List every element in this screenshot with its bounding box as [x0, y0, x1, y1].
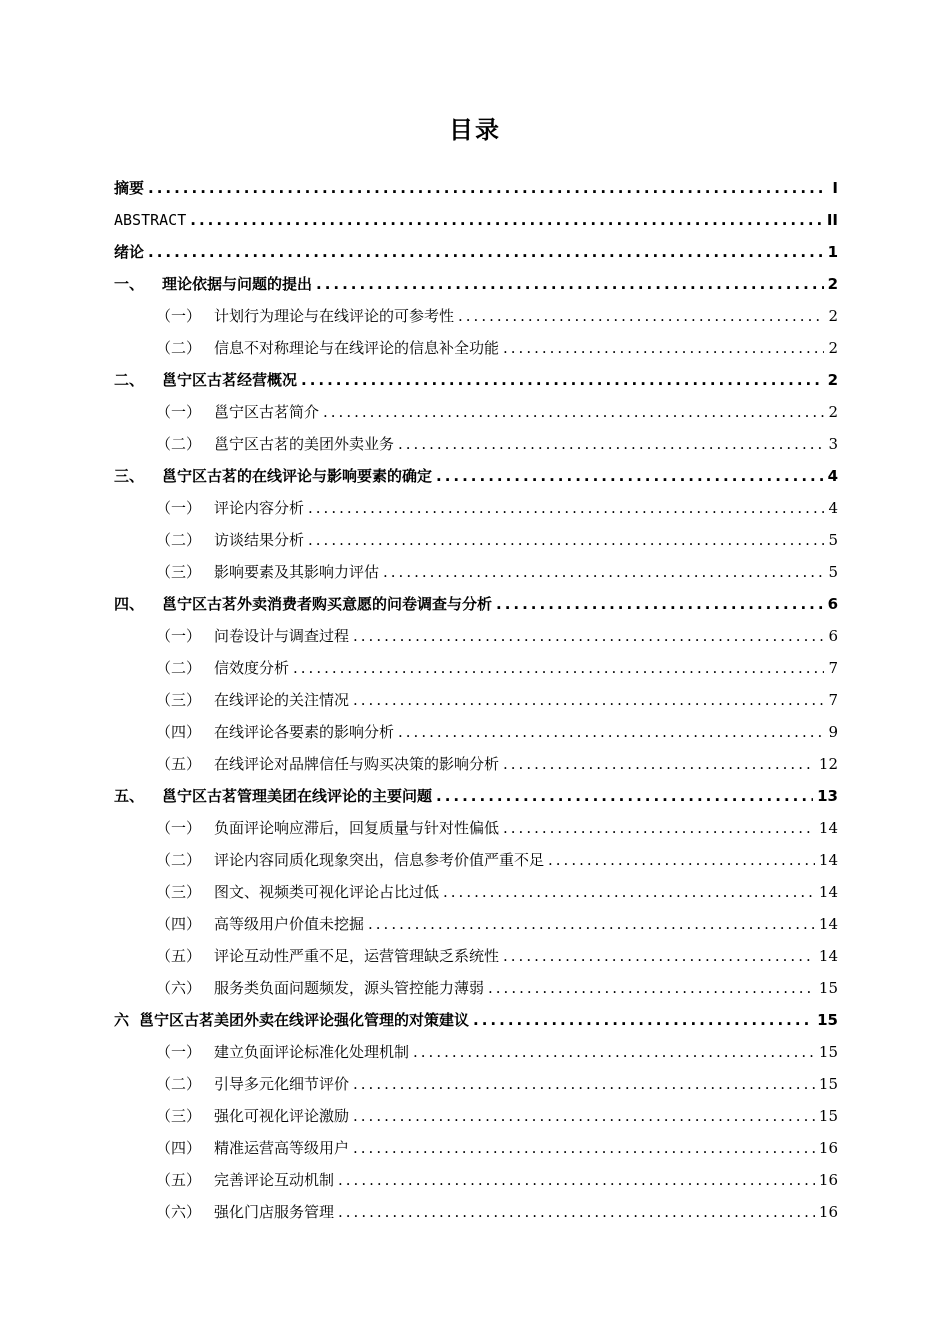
toc-entry-title: 问卷设计与调查过程 [214, 627, 350, 645]
toc-entry-number: （二） [156, 531, 202, 549]
toc-entry[interactable] [114, 428, 838, 460]
dot-leader [473, 1004, 813, 1036]
dot-leader [413, 1036, 815, 1068]
toc-entry[interactable] [114, 620, 838, 652]
toc-entry-number: （四） [156, 915, 202, 933]
toc-entry[interactable] [114, 1196, 838, 1228]
toc-entry-page: 2 [827, 275, 838, 293]
dot-leader [353, 620, 824, 652]
toc-entry-page: 2 [828, 307, 838, 325]
toc-entry-page: 13 [817, 787, 838, 805]
toc-entry-title: 图文、视频类可视化评论占比过低 [214, 883, 440, 901]
toc-entry-page: 15 [817, 1011, 838, 1029]
toc-entry[interactable] [114, 492, 838, 524]
dot-leader [503, 940, 815, 972]
toc-entry-page: 4 [827, 467, 838, 485]
dot-leader [496, 588, 824, 620]
dot-leader [488, 972, 815, 1004]
toc-entry-page: 15 [818, 1043, 838, 1061]
toc-entry[interactable] [114, 812, 838, 844]
toc-entry-title: 邕宁区古茗的美团外卖业务 [214, 435, 395, 453]
toc-entry-number: 六 [114, 1011, 130, 1029]
dot-leader [308, 492, 824, 524]
dot-leader [338, 1164, 815, 1196]
toc-entry[interactable] [114, 172, 838, 204]
toc-entry-page: 15 [818, 979, 838, 997]
toc-entry-page: 4 [828, 499, 838, 517]
toc-entry[interactable] [114, 908, 838, 940]
dot-leader [190, 204, 823, 236]
toc-entry[interactable] [114, 876, 838, 908]
dot-leader [398, 716, 824, 748]
table-of-contents [114, 172, 838, 1228]
toc-entry-page: 15 [818, 1107, 838, 1125]
toc-entry-number: （一） [156, 499, 202, 517]
toc-entry-page: 16 [818, 1171, 838, 1189]
dot-leader [338, 1196, 815, 1228]
toc-entry-number: （三） [156, 563, 202, 581]
toc-entry-number: 五、 [114, 787, 145, 805]
toc-entry-page: 14 [818, 915, 838, 933]
toc-entry-title: 邕宁区古茗的在线评论与影响要素的确定 [162, 467, 433, 485]
toc-entry-title: 评论内容同质化现象突出，信息参考价值严重不足 [214, 851, 545, 869]
toc-entry-page: II [826, 211, 838, 229]
toc-entry-title: ABSTRACT [114, 211, 187, 229]
toc-entry[interactable] [114, 1036, 838, 1068]
toc-entry-number: （三） [156, 691, 202, 709]
toc-entry-title: 在线评论各要素的影响分析 [214, 723, 395, 741]
toc-entry-number: （二） [156, 339, 202, 357]
toc-entry-number: 二、 [114, 371, 145, 389]
toc-entry-page: 9 [828, 723, 838, 741]
toc-entry-number: （三） [156, 883, 202, 901]
toc-entry[interactable] [114, 268, 838, 300]
toc-entry[interactable] [114, 1164, 838, 1196]
dot-leader [436, 780, 813, 812]
toc-entry-title: 强化可视化评论激励 [214, 1107, 350, 1125]
toc-entry-number: 四、 [114, 595, 145, 613]
dot-leader [443, 876, 815, 908]
toc-entry-title: 负面评论响应滞后，回复质量与针对性偏低 [214, 819, 500, 837]
toc-entry[interactable] [114, 524, 838, 556]
toc-entry-number: （二） [156, 1075, 202, 1093]
toc-entry-title: 计划行为理论与在线评论的可参考性 [214, 307, 455, 325]
toc-entry-page: 2 [828, 339, 838, 357]
dot-leader [316, 268, 824, 300]
toc-entry-title: 邕宁区古茗简介 [214, 403, 320, 421]
toc-entry-page: 1 [827, 243, 838, 261]
toc-entry-title: 信息不对称理论与在线评论的信息补全功能 [214, 339, 500, 357]
toc-entry-number: （一） [156, 627, 202, 645]
toc-entry[interactable] [114, 716, 838, 748]
toc-entry-title: 服务类负面问题频发，源头管控能力薄弱 [214, 979, 485, 997]
toc-entry-page: 12 [818, 755, 838, 773]
dot-leader [148, 236, 824, 268]
toc-title: 目录 [449, 116, 501, 144]
toc-entry[interactable] [114, 332, 838, 364]
dot-leader [301, 364, 824, 396]
dot-leader [353, 1100, 815, 1132]
toc-entry[interactable] [114, 940, 838, 972]
dot-leader [398, 428, 824, 460]
toc-entry[interactable] [114, 236, 838, 268]
toc-entry-title: 引导多元化细节评价 [214, 1075, 350, 1093]
toc-entry-page: 16 [818, 1203, 838, 1221]
dot-leader [503, 332, 824, 364]
toc-entry-number: （五） [156, 755, 202, 773]
toc-entry-page: 7 [828, 691, 838, 709]
toc-entry[interactable] [114, 396, 838, 428]
toc-entry-page: 7 [828, 659, 838, 677]
toc-entry-number: （一） [156, 1043, 202, 1061]
toc-entry[interactable] [114, 364, 838, 396]
toc-entry[interactable] [114, 748, 838, 780]
dot-leader [353, 684, 824, 716]
toc-entry-number: （六） [156, 979, 202, 997]
toc-entry-title: 评论内容分析 [214, 499, 305, 517]
toc-entry-page: 14 [818, 947, 838, 965]
dot-leader [293, 652, 824, 684]
toc-entry-title: 在线评论对品牌信任与购买决策的影响分析 [214, 755, 500, 773]
toc-entry[interactable] [114, 1132, 838, 1164]
toc-entry-number: （一） [156, 819, 202, 837]
toc-entry-number: （四） [156, 723, 202, 741]
toc-entry-page: 14 [818, 883, 838, 901]
toc-entry[interactable] [114, 652, 838, 684]
toc-entry-page: 6 [827, 595, 838, 613]
toc-entry-page: 5 [828, 531, 838, 549]
dot-leader [436, 460, 824, 492]
toc-entry-number: 三、 [114, 467, 145, 485]
toc-entry-title: 理论依据与问题的提出 [162, 275, 313, 293]
toc-entry[interactable] [114, 780, 838, 812]
toc-entry-title: 完善评论互动机制 [214, 1171, 335, 1189]
dot-leader [503, 748, 815, 780]
dot-leader [323, 396, 824, 428]
toc-entry-title: 建立负面评论标准化处理机制 [214, 1043, 410, 1061]
dot-leader [308, 524, 824, 556]
toc-entry-page: 15 [818, 1075, 838, 1093]
toc-entry-number: 一、 [114, 275, 145, 293]
toc-entry-page: 14 [818, 819, 838, 837]
toc-entry-number: （四） [156, 1139, 202, 1157]
toc-entry-number: （三） [156, 1107, 202, 1125]
dot-leader [383, 556, 824, 588]
toc-entry-title: 强化门店服务管理 [214, 1203, 335, 1221]
toc-entry[interactable] [114, 684, 838, 716]
toc-entry-title: 在线评论的关注情况 [214, 691, 350, 709]
dot-leader [503, 812, 815, 844]
toc-entry-page: 3 [828, 435, 838, 453]
toc-entry-page: 6 [828, 627, 838, 645]
toc-entry[interactable] [114, 588, 838, 620]
dot-leader [458, 300, 824, 332]
toc-entry-title: 高等级用户价值未挖掘 [214, 915, 365, 933]
toc-entry-title: 邕宁区古茗美团外卖在线评论强化管理的对策建议 [139, 1011, 470, 1029]
toc-entry-page: 16 [818, 1139, 838, 1157]
toc-entry-title: 绪论 [114, 243, 145, 261]
toc-entry[interactable] [114, 1100, 838, 1132]
toc-entry-number: （一） [156, 403, 202, 421]
toc-entry-page: 5 [828, 563, 838, 581]
toc-entry[interactable] [114, 972, 838, 1004]
toc-entry-title: 摘要 [114, 179, 145, 197]
toc-entry-number: （二） [156, 851, 202, 869]
toc-entry[interactable] [114, 1004, 838, 1036]
toc-entry-title: 评论互动性严重不足，运营管理缺乏系统性 [214, 947, 500, 965]
toc-entry[interactable] [114, 300, 838, 332]
dot-leader [353, 1068, 815, 1100]
toc-entry-page: 14 [818, 851, 838, 869]
dot-leader [353, 1132, 815, 1164]
toc-entry[interactable] [114, 460, 838, 492]
toc-entry-page: 2 [827, 371, 838, 389]
toc-entry-title: 访谈结果分析 [214, 531, 305, 549]
dot-leader [368, 908, 815, 940]
dot-leader [548, 844, 815, 876]
toc-entry-title: 邕宁区古茗经营概况 [162, 371, 298, 389]
toc-entry[interactable] [114, 844, 838, 876]
toc-entry-number: （一） [156, 307, 202, 325]
toc-entry-number: （五） [156, 1171, 202, 1189]
toc-entry-number: （二） [156, 435, 202, 453]
toc-entry-title: 信效度分析 [214, 659, 290, 677]
toc-entry-title: 精准运营高等级用户 [214, 1139, 350, 1157]
toc-entry-number: （二） [156, 659, 202, 677]
toc-entry-page: I [832, 179, 838, 197]
toc-entry-title: 邕宁区古茗外卖消费者购买意愿的问卷调查与分析 [162, 595, 493, 613]
dot-leader [148, 172, 824, 204]
toc-entry[interactable] [114, 204, 838, 236]
toc-entry-page: 2 [828, 403, 838, 421]
toc-entry-title: 影响要素及其影响力评估 [214, 563, 380, 581]
toc-entry[interactable] [114, 556, 838, 588]
toc-entry-title: 邕宁区古茗管理美团在线评论的主要问题 [162, 787, 433, 805]
toc-entry-number: （六） [156, 1203, 202, 1221]
toc-entry[interactable] [114, 1068, 838, 1100]
toc-entry-number: （五） [156, 947, 202, 965]
